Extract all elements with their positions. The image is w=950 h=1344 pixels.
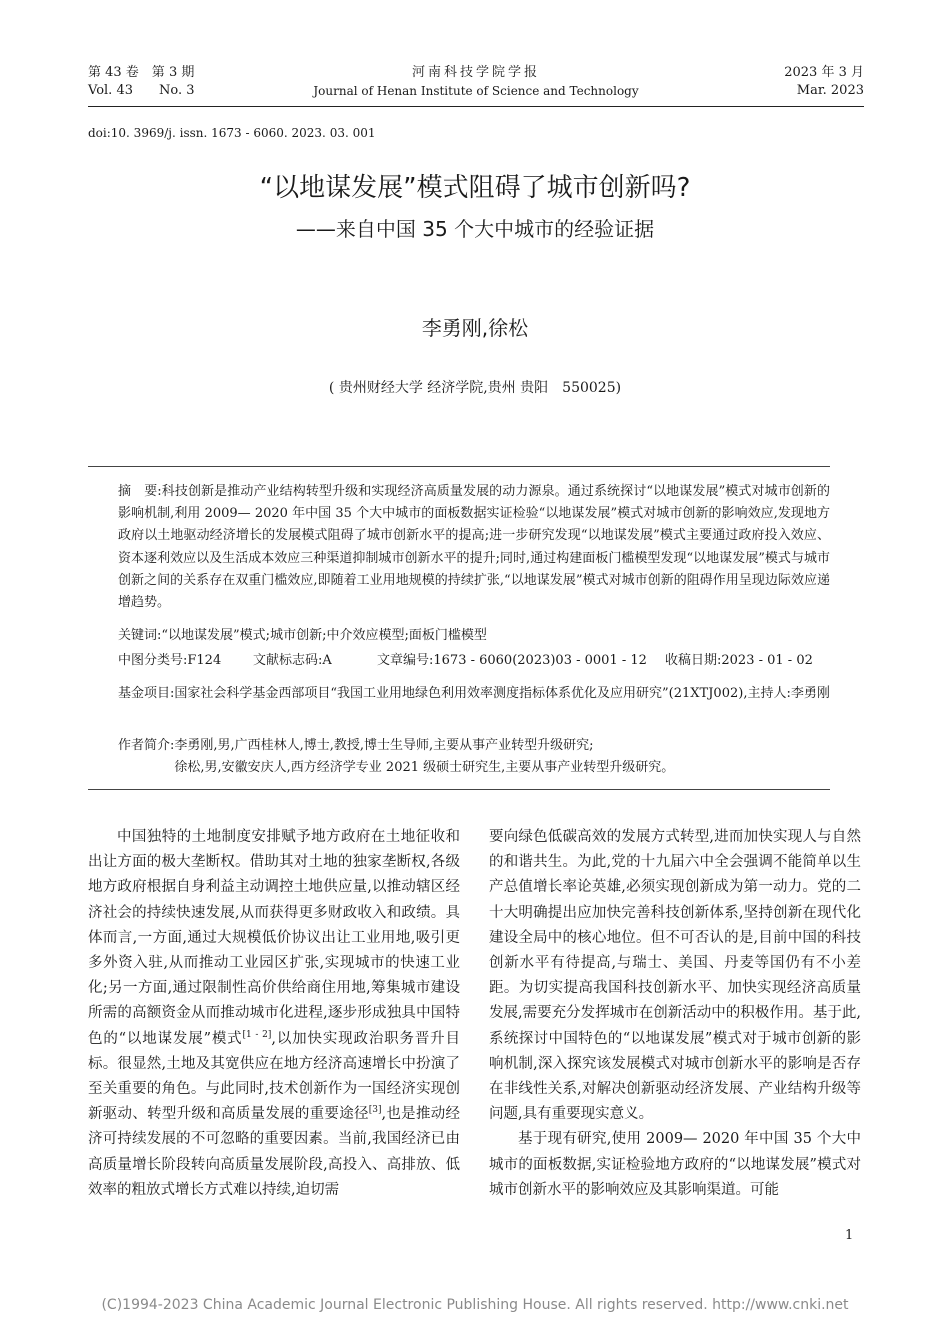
author-bio <box>118 735 830 779</box>
abstract-text: 科技创新是推动产业结构转型升级和实现经济高质量发展的动力源泉。通过系统探讨“以地谋发展”模式对城市创新的影响机制,利用 2009— 2020 年中国 35 个大中城市的面板数据实证检验“以地谋发展”模式对城市创新的影响效应,发现地方政府以土地驱动经济增长的发展模式阻碍了城市创新水平的提高;进一步研究发现“以地谋发展”模式主要通过政府投入效应、资本逐利效应以及生活成本效应三种渠道抑制城市创新水平的提升;同时,通过构建面板门槛模型发现“以地谋发展”模式与城市创新之间的关系存在双重门槛效应,即随着工业用地规模的持续扩张,“以地谋发展”模式对城市创新的阻碍作用呈现边际效应递增趋势。 <box>118 484 830 611</box>
body-text: 中国独特的土地制度安排赋予地方政府在土地征收和出让方面的极大垄断权。借助其对土地的独家垄断权,各级地方政府根据自身利益主动调控土地供应量,以推动辖区经济社会的持续快速发展,从而获得更多财政收入和政绩。具体而言,一方面,通过大规模低价协议出让工业用地,吸引更多外资入驻,从而推动工业园区扩张,实现城市的快速工业化;另一方面,通过限制性高价供给商住用地,筹集城市建设所需的高额资金从而推动城市化进程,逐步形成独具中国特色的“以地谋发展”模式 <box>88 829 460 1047</box>
body-column-left <box>88 825 460 1203</box>
abstract <box>118 481 830 614</box>
body-paragraph: 要向绿色低碳高效的发展方式转型,进而加快实现人与自然的和谐共生。为此,党的十九届六中全会强调不能简单以生产总值增长率论英雄,必须实现创新成为第一动力。党的二十大明确提出应加快完善科技创新体系,坚持创新在现代化建设全局中的核心地位。但不可否认的是,目前中国的科技创新水平有待提高,与瑞士、美国、丹麦等国仍有不小差距。为切实提高我国科技创新水平、加快实现经济高质量发展,需要充分发挥城市在创新活动中的积极作用。基于此,系统探讨中国特色的“以地谋发展”模式对于城市创新的影响机制,深入探究该发展模式对城市创新水平的影响是否存在非线性关系,对解决创新驱动经济发展、产业结构升级等问题,具有重要现实意义。 <box>489 829 861 1123</box>
body-paragraph <box>88 825 460 1203</box>
paper-subtitle: ——来自中国 35 个大中城市的经验证据 <box>295 217 655 241</box>
received-date: 收稿日期:2023 - 01 - 02 <box>665 653 813 668</box>
affiliation: ( 贵州财经大学 经济学院,贵州 贵阳 550025) <box>328 380 622 396</box>
body-paragraph: 基于现有研究,使用 2009— 2020 年中国 35 个大中城市的面板数据,实证检验地方政府的“以地谋发展”模式对城市创新水平的影响效应及其影响渠道。可能 <box>489 1131 861 1198</box>
header-date-cn: 2023 年 3 月 <box>784 65 864 80</box>
header-volume-en: Vol. 43 No. 3 <box>88 83 195 98</box>
citation: [1 - 2] <box>242 1029 272 1040</box>
funding <box>118 683 830 705</box>
running-header <box>88 64 864 104</box>
paper-title: “以地谋发展”模式阻碍了城市创新吗? <box>259 173 691 203</box>
funding-text: 国家社会科学基金西部项目“我国工业用地绿色利用效率测度指标体系优化及应用研究”(21XTJ002),主持人:李勇刚 <box>174 686 830 701</box>
header-journal <box>88 64 864 100</box>
journal-name-cn: 河南科技学院学报 <box>411 65 540 80</box>
header-divider <box>88 106 864 107</box>
body-text: ,以加快实现政治职务晋升目标。很显然,土地及其宽供应在地方经济高速增长中扮演了至关重要的角色。与此同时,技术创新作为一国经济实现创新驱动、转型升级和高质量发展的重要途径 <box>88 1030 460 1123</box>
bio-label: 作者简介: <box>118 738 175 753</box>
journal-name-en: Journal of Henan Institute of Science and Technology <box>313 84 639 98</box>
abstract-top-rule <box>88 466 830 467</box>
doi: doi:10. 3969/j. issn. 1673 - 6060. 2023. 03. 001 <box>88 126 376 140</box>
page-number: 1 <box>845 1228 854 1243</box>
keywords <box>118 625 830 647</box>
abstract-bottom-rule <box>88 789 830 790</box>
header-date <box>784 64 864 100</box>
funding-label: 基金项目: <box>118 686 175 701</box>
keywords-text: “以地谋发展”模式;城市创新;中介效应模型;面板门槛模型 <box>161 628 487 643</box>
copyright-footer: (C)1994-2023 China Academic Journal Electronic Publishing House. All rights reserved. http://www.cnki.net <box>101 1297 849 1313</box>
document-code: 文献标志码:A <box>253 653 332 668</box>
citation: [3] <box>368 1105 382 1116</box>
header-volume-cn: 第 43 卷 第 3 期 <box>88 65 195 80</box>
bio-author-1: 李勇刚,男,广西桂林人,博士,教授,博士生导师,主要从事产业转型升级研究; <box>174 738 594 753</box>
header-date-en: Mar. 2023 <box>796 83 864 98</box>
abstract-label: 摘 要: <box>118 484 162 499</box>
clc-number: 中图分类号:F124 <box>118 653 222 668</box>
bio-author-2: 徐松,男,安徽安庆人,西方经济学专业 2021 级硕士研究生,主要从事产业转型升级研究。 <box>174 760 675 775</box>
article-number: 文章编号:1673 - 6060(2023)03 - 0001 - 12 <box>377 653 647 668</box>
author-list: 李勇刚,徐松 <box>421 316 529 340</box>
body-column-right <box>489 825 861 1203</box>
classification-line <box>118 650 830 672</box>
keywords-label: 关键词: <box>118 628 162 643</box>
body-text: ,也是推动经济可持续发展的不可忽略的重要因素。当前,我国经济已由高质量增长阶段转向高质量发展阶段,高投入、高排放、低效率的粗放式增长方式难以持续,迫切需 <box>88 1106 461 1198</box>
